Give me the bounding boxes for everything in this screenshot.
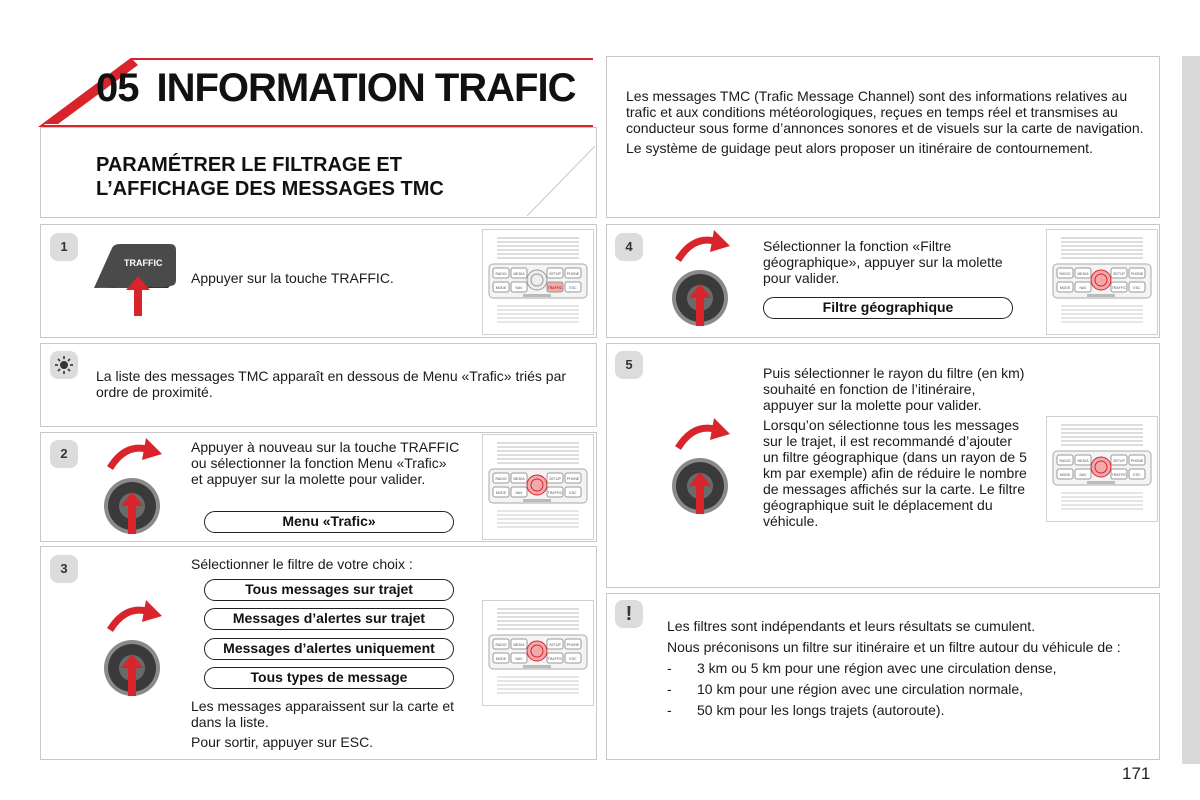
warning-paragraph-1: Les filtres sont indépendants et leurs résultats se cumulent. bbox=[667, 618, 1036, 634]
svg-text:SETUP: SETUP bbox=[549, 272, 561, 276]
warning-list bbox=[667, 660, 1137, 718]
svg-text:RADIO: RADIO bbox=[495, 477, 507, 481]
step-3-after-text bbox=[191, 698, 461, 750]
intro-paragraph-2: Le système de guidage peut alors proposer un itinéraire de contournement. bbox=[626, 140, 1093, 156]
list-item: - 10 km pour une région avec une circulation normale, bbox=[667, 681, 1137, 697]
svg-text:NAV: NAV bbox=[515, 491, 523, 495]
svg-text:TRAFFIC: TRAFFIC bbox=[547, 491, 563, 495]
svg-text:NAV: NAV bbox=[1079, 473, 1087, 477]
menu-trafic-option[interactable]: Menu «Trafic» bbox=[204, 511, 454, 533]
svg-text:PHONE: PHONE bbox=[566, 477, 580, 481]
svg-text:NAV: NAV bbox=[515, 657, 523, 661]
console-icon bbox=[1047, 417, 1157, 521]
console-icon bbox=[483, 230, 593, 334]
svg-text:PHONE: PHONE bbox=[1130, 272, 1144, 276]
console-icon bbox=[483, 435, 593, 539]
svg-text:MEDIA: MEDIA bbox=[1077, 272, 1089, 276]
svg-text:ESC: ESC bbox=[1133, 473, 1141, 477]
chapter-sidebar-tab bbox=[1182, 56, 1200, 764]
traffic-key-icon bbox=[90, 242, 180, 318]
step-3-after-2: Pour sortir, appuyer sur ESC. bbox=[191, 734, 374, 750]
step-4-console-panel bbox=[1046, 229, 1158, 335]
svg-text:SETUP: SETUP bbox=[1113, 459, 1125, 463]
warning-badge: ! bbox=[615, 600, 643, 628]
filtre-geographique-option[interactable]: Filtre géographique bbox=[763, 297, 1013, 319]
svg-text:RADIO: RADIO bbox=[495, 272, 507, 276]
page-number: 171 bbox=[1122, 764, 1151, 783]
svg-text:TRAFFIC: TRAFFIC bbox=[1111, 286, 1127, 290]
step-3-text: Sélectionner le filtre de votre choix : bbox=[191, 556, 413, 572]
rotary-dial-icon bbox=[668, 228, 734, 328]
step-1-console-panel bbox=[482, 229, 594, 335]
svg-text:TRAFFIC: TRAFFIC bbox=[547, 657, 563, 661]
warning-paragraph-2: Nous préconisons un filtre sur itinéraire et un filtre autour du véhicule de : bbox=[667, 639, 1121, 655]
chapter-title-text: INFORMATION TRAFIC bbox=[156, 66, 576, 110]
intro-text bbox=[626, 88, 1146, 156]
section-title-line2: L’AFFICHAGE DES MESSAGES TMC bbox=[96, 178, 444, 200]
step-5-paragraph-2: Lorsqu’on sélectionne tous les messages sur le trajet, il est recommandé d’ajouter un filtre géographique (dans un rayon de 5 km par exemple) afin de réduire le nombre de messages affichés sur la carte. Le filtre géographique suit le déplacement du véhicule. bbox=[763, 417, 1027, 529]
list-item: - 3 km ou 5 km pour une région avec une circulation dense, bbox=[667, 660, 1137, 676]
svg-text:MODE: MODE bbox=[495, 286, 507, 290]
step-2-badge: 2 bbox=[50, 440, 78, 468]
section-title bbox=[96, 153, 444, 201]
console-icon bbox=[483, 601, 593, 705]
svg-text:ESC: ESC bbox=[1133, 286, 1141, 290]
step-3-console-panel bbox=[482, 600, 594, 706]
svg-text:MODE: MODE bbox=[495, 491, 507, 495]
lightbulb-icon bbox=[50, 351, 78, 379]
step-5-text bbox=[763, 365, 1028, 529]
filter-option-alerts-only[interactable]: Messages d’alertes uniquement bbox=[204, 638, 454, 660]
svg-text:ESC: ESC bbox=[569, 491, 577, 495]
section-title-line1: PARAMÉTRER LE FILTRAGE ET bbox=[96, 154, 402, 176]
svg-text:MEDIA: MEDIA bbox=[513, 272, 525, 276]
svg-text:RADIO: RADIO bbox=[495, 643, 507, 647]
warning-text bbox=[667, 618, 1137, 723]
filter-option-all-types[interactable]: Tous types de message bbox=[204, 667, 454, 689]
rotary-dial-icon bbox=[100, 436, 166, 536]
svg-text:ESC: ESC bbox=[569, 657, 577, 661]
step-2-text: Appuyer à nouveau sur la touche TRAFFIC ou sélectionner la fonction Menu «Trafic» et appuyer sur la molette pour valider. bbox=[191, 439, 460, 487]
svg-text:MEDIA: MEDIA bbox=[513, 477, 525, 481]
list-item: - 50 km pour les longs trajets (autoroute). bbox=[667, 702, 1137, 718]
svg-text:PHONE: PHONE bbox=[1130, 459, 1144, 463]
step-4-text: Sélectionner la fonction «Filtre géographique», appuyer sur la molette pour valider. bbox=[763, 238, 1003, 286]
svg-text:MODE: MODE bbox=[1059, 286, 1071, 290]
step-2-console-panel bbox=[482, 434, 594, 540]
svg-text:MEDIA: MEDIA bbox=[1077, 459, 1089, 463]
svg-text:SETUP: SETUP bbox=[1113, 272, 1125, 276]
filter-option-all-route[interactable]: Tous messages sur trajet bbox=[204, 579, 454, 601]
svg-text:RADIO: RADIO bbox=[1059, 272, 1071, 276]
svg-text:MEDIA: MEDIA bbox=[513, 643, 525, 647]
rotary-dial-icon bbox=[100, 598, 166, 698]
chapter-title bbox=[96, 66, 575, 111]
step-5-paragraph-1: Puis sélectionner le rayon du filtre (en km) souhaité en fonction de l’itinéraire, appuyer sur la molette pour valider. bbox=[763, 365, 1025, 413]
svg-text:RADIO: RADIO bbox=[1059, 459, 1071, 463]
filter-option-alerts-route[interactable]: Messages d’alertes sur trajet bbox=[204, 608, 454, 630]
chapter-number: 05 bbox=[96, 66, 139, 110]
svg-text:MODE: MODE bbox=[1059, 473, 1071, 477]
tip-badge bbox=[50, 351, 78, 379]
rotary-dial-icon bbox=[668, 416, 734, 516]
step-4-badge: 4 bbox=[615, 233, 643, 261]
step-3-badge: 3 bbox=[50, 555, 78, 583]
svg-text:SETUP: SETUP bbox=[549, 643, 561, 647]
svg-text:SETUP: SETUP bbox=[549, 477, 561, 481]
intro-paragraph-1: Les messages TMC (Trafic Message Channel) sont des informations relatives au trafic et aux conditions météorologiques, reçues en temps réel et transmises au conducteur sous forme d’annonces sonores et de visuels sur la carte de navigation. bbox=[626, 88, 1144, 136]
svg-text:MODE: MODE bbox=[495, 657, 507, 661]
console-icon bbox=[1047, 230, 1157, 334]
svg-text:PHONE: PHONE bbox=[566, 272, 580, 276]
traffic-key-label: TRAFFIC bbox=[124, 258, 163, 268]
step-1-text: Appuyer sur la touche TRAFFIC. bbox=[191, 270, 394, 286]
step-1-badge: 1 bbox=[50, 233, 78, 261]
section-corner-fold bbox=[525, 146, 597, 218]
tip-text: La liste des messages TMC apparaît en dessous de Menu «Trafic» triés par ordre de proximité. bbox=[96, 368, 567, 400]
svg-text:TRAFFIC: TRAFFIC bbox=[547, 286, 563, 290]
svg-text:PHONE: PHONE bbox=[566, 643, 580, 647]
step-3-after-1: Les messages apparaissent sur la carte et dans la liste. bbox=[191, 698, 455, 730]
svg-text:TRAFFIC: TRAFFIC bbox=[1111, 473, 1127, 477]
step-5-badge: 5 bbox=[615, 351, 643, 379]
svg-text:NAV: NAV bbox=[515, 286, 523, 290]
step-5-console-panel bbox=[1046, 416, 1158, 522]
svg-text:ESC: ESC bbox=[569, 286, 577, 290]
svg-text:NAV: NAV bbox=[1079, 286, 1087, 290]
